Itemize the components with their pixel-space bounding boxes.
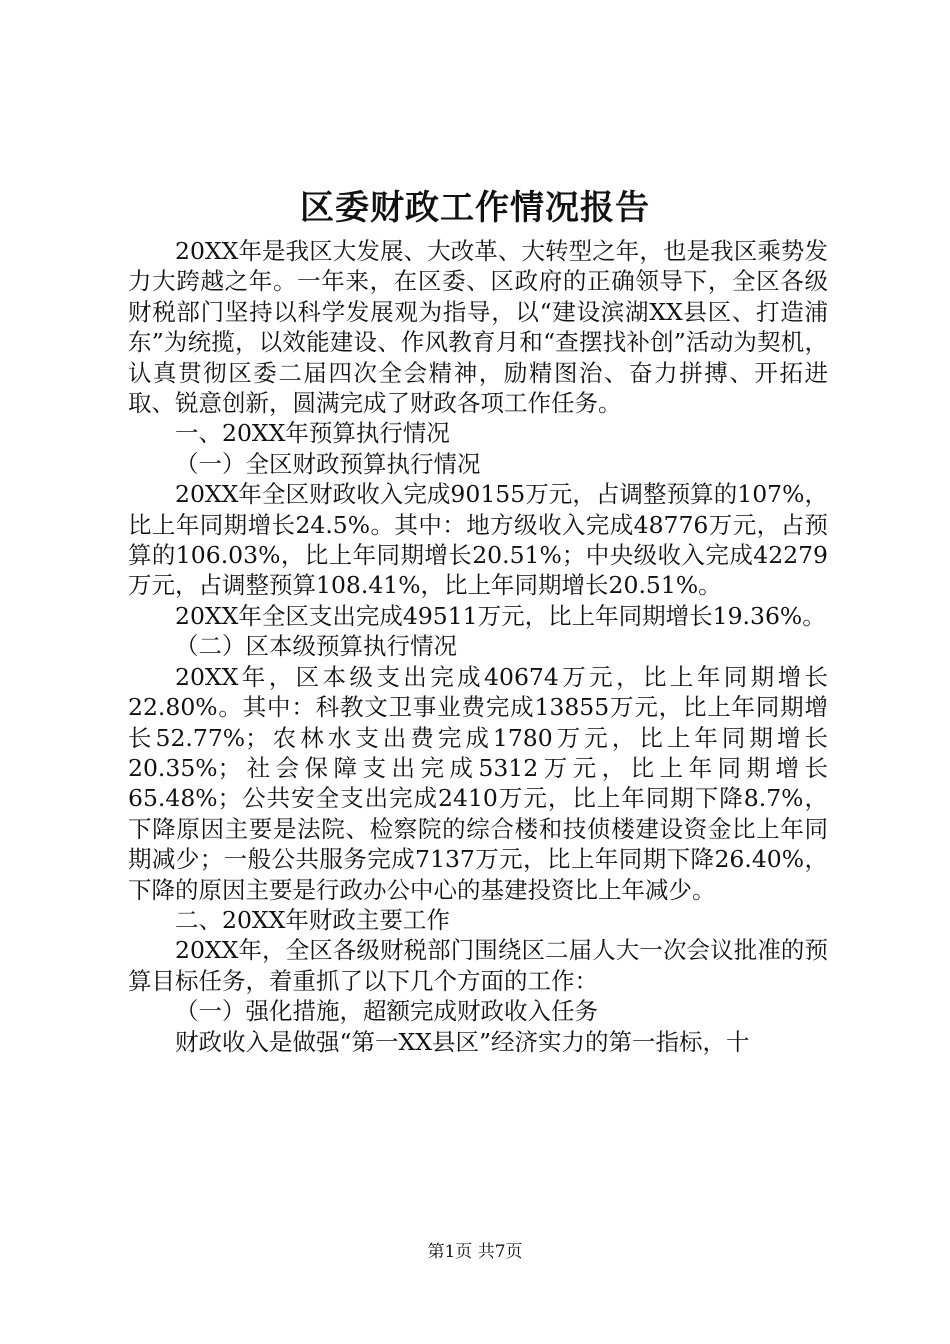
expenditure-paragraph: 20XX年全区支出完成49511万元，比上年同期增长19.36%。 <box>175 601 826 630</box>
document-body <box>128 236 828 1057</box>
district-level-paragraph: 20XX年，区本级支出完成40674万元，比上年同期增长22.80%。其中：科教文卫事业费完成13855万元，比上年同期增长52.77%；农林水支出费完成1780万元，比上年同期增长20.35%；社会保障支出完成5312万元，比上年同期增长65.48%；公共安全支出完成2410万元，比上年同期下降8.7%，下降原因主要是法院、检察院的综合楼和技侦楼建设资金比上年同期减少；一般公共服务完成7137万元，比上年同期下降26.40%，下降的原因主要是行政办公中心的基建投资比上年减少。 <box>128 662 828 904</box>
subsection-heading-1-2: （二）区本级预算执行情况 <box>175 632 457 661</box>
subsection-heading-1-1: （一）全区财政预算执行情况 <box>175 449 481 478</box>
intro-paragraph: 20XX年是我区大发展、大改革、大转型之年，也是我区乘势发力大跨越之年。一年来，在区委、区政府的正确领导下，全区各级财税部门坚持以科学发展观为指导，以“建设滨湖XX县区、打造浦东”为统揽，以效能建设、作风教育月和“查摆找补创”活动为契机，认真贯彻区委二届四次全会精神，励精图治、奋力拼搏、开拓进取、锐意创新，圆满完成了财政各项工作任务。 <box>128 237 828 418</box>
revenue-paragraph: 20XX年全区财政收入完成90155万元，占调整预算的107%，比上年同期增长24.5%。其中：地方级收入完成48776万元，占预算的106.03%，比上年同期增长20.51%；中央级收入完成42279万元，占调整预算108.41%，比上年同期增长20.51%。 <box>128 480 828 600</box>
subsection-heading-2-1: （一）强化措施，超额完成财政收入任务 <box>175 997 598 1026</box>
revenue-measures-paragraph: 财政收入是做强“第一XX县区”经济实力的第一指标，十 <box>175 1027 750 1056</box>
main-work-paragraph: 20XX年，全区各级财税部门围绕区二届人大一次会议批准的预算目标任务，着重抓了以下几个方面的工作： <box>128 936 828 995</box>
page-footer: 第1页 共7页 <box>427 1242 523 1262</box>
section-heading-2: 二、20XX年财政主要工作 <box>175 905 450 934</box>
section-heading-1: 一、20XX年预算执行情况 <box>175 419 450 448</box>
document-title: 区委财政工作情况报告 <box>300 188 650 228</box>
